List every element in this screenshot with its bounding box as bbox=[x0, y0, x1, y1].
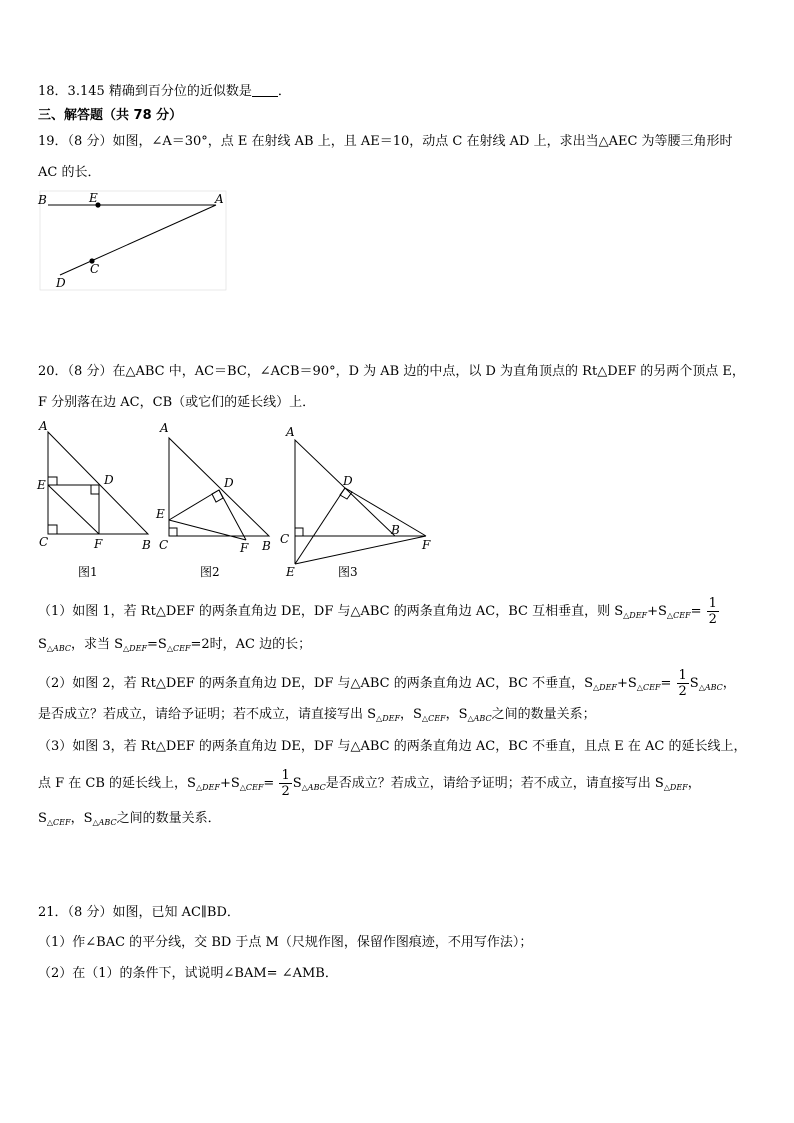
answer-blank bbox=[252, 84, 278, 97]
q20-p2-line2: 是否成立？若成立，请给予证明；若不成立，请直接写出 $S_{\triangle DEF}$，$S_{\triangle CEF}$，$S_{\triangle ABC}$之间的数量关系； bbox=[38, 707, 596, 723]
svg-text:A: A bbox=[160, 421, 169, 435]
fraction-half: $\frac{1}{2}$ bbox=[678, 668, 687, 699]
figure-2 bbox=[155, 421, 271, 579]
label-e: E bbox=[89, 191, 98, 205]
label-b: B bbox=[38, 193, 47, 207]
q20-p3-line3: $S_{\triangle CEF}$，$S_{\triangle ABC}$之间的数量关系． bbox=[38, 811, 221, 827]
q20-line1: 20．（8 分）在△ABC 中，AC＝BC，∠ACB＝90°，D 为 AB 边的中点，以 D 为直角顶点的 Rt△DEF 的另两个顶点 E， bbox=[38, 364, 745, 379]
svg-text:B: B bbox=[391, 523, 400, 537]
ray-ad bbox=[60, 205, 216, 275]
q19-line1: 19．（8 分）如图，∠A＝30°，点 E 在射线 AB 上，且 AE＝10，动点 C 在射线 AD 上，求出当△AEC 为等腰三角形时 bbox=[38, 134, 733, 149]
svg-text:A: A bbox=[286, 425, 295, 439]
svg-text:E: E bbox=[156, 507, 165, 521]
q20-figures bbox=[34, 418, 444, 588]
svg-text:B: B bbox=[142, 538, 151, 552]
q19-figure bbox=[36, 190, 236, 292]
fraction-half: $\frac{1}{2}$ bbox=[281, 768, 290, 799]
section-title: 三、解答题（共 78 分） bbox=[38, 108, 183, 123]
caption-fig2: 图2 bbox=[200, 565, 220, 579]
q19-line2: AC 的长． bbox=[38, 165, 101, 180]
svg-text:F: F bbox=[94, 537, 103, 551]
figure-3 bbox=[280, 425, 431, 579]
figure-1 bbox=[36, 419, 151, 579]
q21-line2: （1）作∠BAC 的平分线，交 BD 于点 M（尺规作图，保留作图痕迹，不用写作法）； bbox=[38, 935, 533, 950]
fraction-half: $\frac{1}{2}$ bbox=[708, 596, 717, 627]
svg-text:D: D bbox=[224, 476, 234, 490]
q20-line2: F 分别落在边 AC，CB（或它们的延长线）上． bbox=[38, 395, 316, 410]
caption-fig3: 图3 bbox=[338, 565, 358, 579]
label-a: A bbox=[215, 192, 224, 206]
caption-fig1: 图1 bbox=[78, 565, 98, 579]
q21-line1: 21．（8 分）如图，已知 AC∥BD． bbox=[38, 905, 240, 920]
q20-p3-line2: 点 F 在 CB 的延长线上，$S_{\triangle DEF}+S_{\triangle CEF}=$ $\frac{1}{2}$ $S_{\triangle ABC}$是否成立？若成立，请给予证明；若不成立，请直接写出 $S_{\triangle DEF}$， bbox=[38, 768, 701, 799]
q20-p1-line1: （1）如图 1，若 Rt△DEF 的两条直角边 DE，DF 与△ABC 的两条直角边 AC，BC 互相垂直，则 $S_{\triangle DEF}+S_{\triangle CEF}=$ $\frac{1}{2}$ bbox=[38, 596, 717, 627]
label-d: D bbox=[56, 276, 66, 290]
svg-text:E: E bbox=[286, 565, 295, 579]
q18-line: 18．3.145 精确到百分位的近似数是 ． bbox=[38, 84, 291, 99]
svg-text:E: E bbox=[37, 478, 46, 492]
svg-text:F: F bbox=[240, 541, 249, 555]
svg-text:B: B bbox=[262, 539, 271, 553]
svg-text:C: C bbox=[159, 538, 169, 552]
svg-text:D: D bbox=[343, 474, 353, 488]
svg-text:C: C bbox=[280, 532, 290, 546]
q20-p3-line1: （3）如图 3，若 Rt△DEF 的两条直角边 DE，DF 与△ABC 的两条直角边 AC，BC 不垂直，且点 E 在 AC 的延长线上， bbox=[38, 739, 747, 754]
q20-p1-line2: $S_{\triangle ABC}$，求当 $S_{\triangle DEF}=S_{\triangle CEF}=2$时，AC 边的长； bbox=[38, 637, 312, 653]
svg-text:D: D bbox=[104, 473, 114, 487]
figure-frame bbox=[40, 191, 226, 290]
svg-text:F: F bbox=[422, 538, 431, 552]
q21-line3: （2）在（1）的条件下，试说明∠BAM= ∠AMB． bbox=[38, 966, 338, 981]
svg-text:C: C bbox=[39, 535, 49, 549]
svg-text:A: A bbox=[39, 419, 48, 433]
label-c: C bbox=[90, 262, 100, 276]
q20-p2-line1: （2）如图 2，若 Rt△DEF 的两条直角边 DE，DF 与△ABC 的两条直角边 AC，BC 不垂直，$S_{\triangle DEF}+S_{\triangle CEF}=$ $\frac{1}{2}$ $S_{\triangle ABC}$， bbox=[38, 668, 736, 699]
